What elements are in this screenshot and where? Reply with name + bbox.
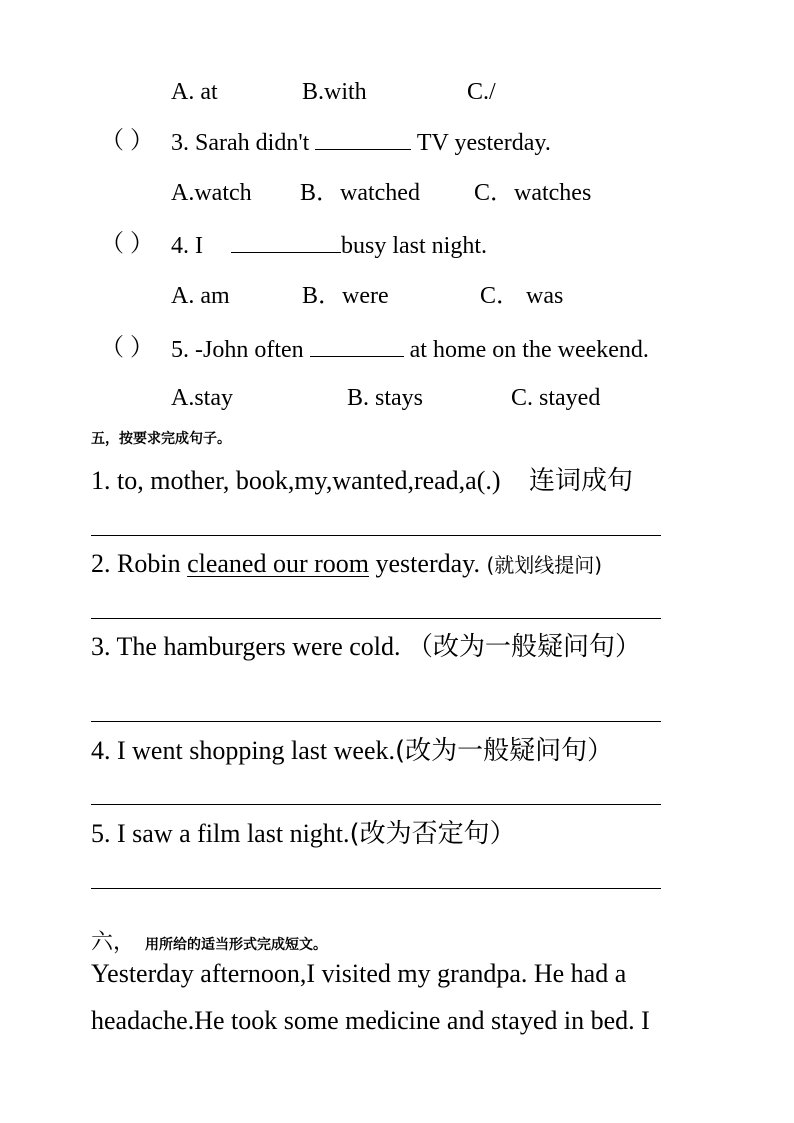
q5-answer-paren: （ ）	[100, 335, 154, 361]
q4-question	[171, 230, 487, 260]
s5-item-3-text: 3. The hamburgers were cold.	[91, 632, 401, 661]
q2-option-b: B.with	[302, 79, 367, 105]
q3-option-b: B．watched	[300, 180, 420, 206]
passage-line-2: headache.He took some medicine and stayed in bed. I	[91, 1006, 650, 1035]
passage-line-1: Yesterday afternoon,I visited my grandpa. He had a	[91, 959, 627, 988]
s5-item-2-text-after: yesterday.	[375, 549, 480, 578]
s5-item-5-answer-line	[91, 888, 661, 889]
s5-item-1-answer-line	[91, 535, 661, 536]
s5-item-2-underlined: cleaned our room	[187, 549, 370, 578]
q3-text-before: 3. Sarah didn't	[171, 130, 310, 156]
q5-option-a: A.stay	[171, 385, 233, 411]
q5-option-b: B. stays	[347, 385, 424, 411]
q3-question	[171, 127, 551, 157]
q2-option-a: A. at	[171, 79, 218, 105]
q4-option-c: C． was	[480, 283, 564, 309]
q5-text-after: at home on the weekend.	[409, 337, 649, 363]
q4-blank	[231, 230, 341, 253]
q3-option-c: C．watches	[474, 180, 592, 206]
s5-item-5-text: 5. I saw a film last night.	[91, 819, 350, 848]
q4-answer-paren: （ ）	[100, 231, 154, 257]
section-6-heading	[91, 925, 327, 956]
s5-item-2-answer-line	[91, 618, 661, 619]
q4-option-a: A. am	[171, 283, 230, 309]
q2-option-c: C./	[467, 79, 496, 105]
s5-item-4-text: 4. I went shopping last week.	[91, 736, 396, 765]
s5-item-2-hint: (就划线提问)	[486, 553, 603, 577]
q3-text-after: TV yesterday.	[416, 130, 551, 156]
q5-text-before: 5. -John often	[171, 337, 304, 363]
q5-question	[171, 334, 649, 364]
q3-option-a: A.watch	[171, 180, 252, 206]
q3-blank	[315, 127, 411, 150]
q5-option-c: C. stayed	[511, 385, 601, 411]
s5-item-4	[91, 736, 613, 766]
s5-item-3-hint: （改为一般疑问句）	[407, 632, 642, 662]
section-6-title: 用所给的适当形式完成短文。	[145, 937, 328, 953]
q5-blank	[310, 334, 404, 357]
q4-text-after: busy last night.	[341, 233, 488, 259]
s5-item-2	[91, 549, 602, 580]
s5-item-5-hint: (改为否定句）	[349, 819, 516, 849]
s5-item-4-answer-line	[91, 804, 661, 805]
q4-text-before: 4. I	[171, 233, 203, 259]
q4-option-b: B．were	[302, 283, 389, 309]
s5-item-1	[91, 466, 633, 496]
q3-answer-paren: （ ）	[100, 128, 154, 154]
s5-item-4-hint: (改为一般疑问句）	[395, 736, 614, 766]
section-5-title: 五，按要求完成句子。	[91, 431, 231, 447]
s5-item-3-answer-line	[91, 721, 661, 722]
s5-item-1-hint: 连词成句	[529, 466, 634, 496]
s5-item-5	[91, 819, 516, 849]
s5-item-2-text-before: 2. Robin	[91, 549, 181, 578]
s5-item-1-text: 1. to, mother, book,my,wanted,read,a(.)	[91, 466, 501, 495]
s5-item-3	[91, 632, 641, 662]
section-6-number: 六，	[91, 930, 136, 955]
